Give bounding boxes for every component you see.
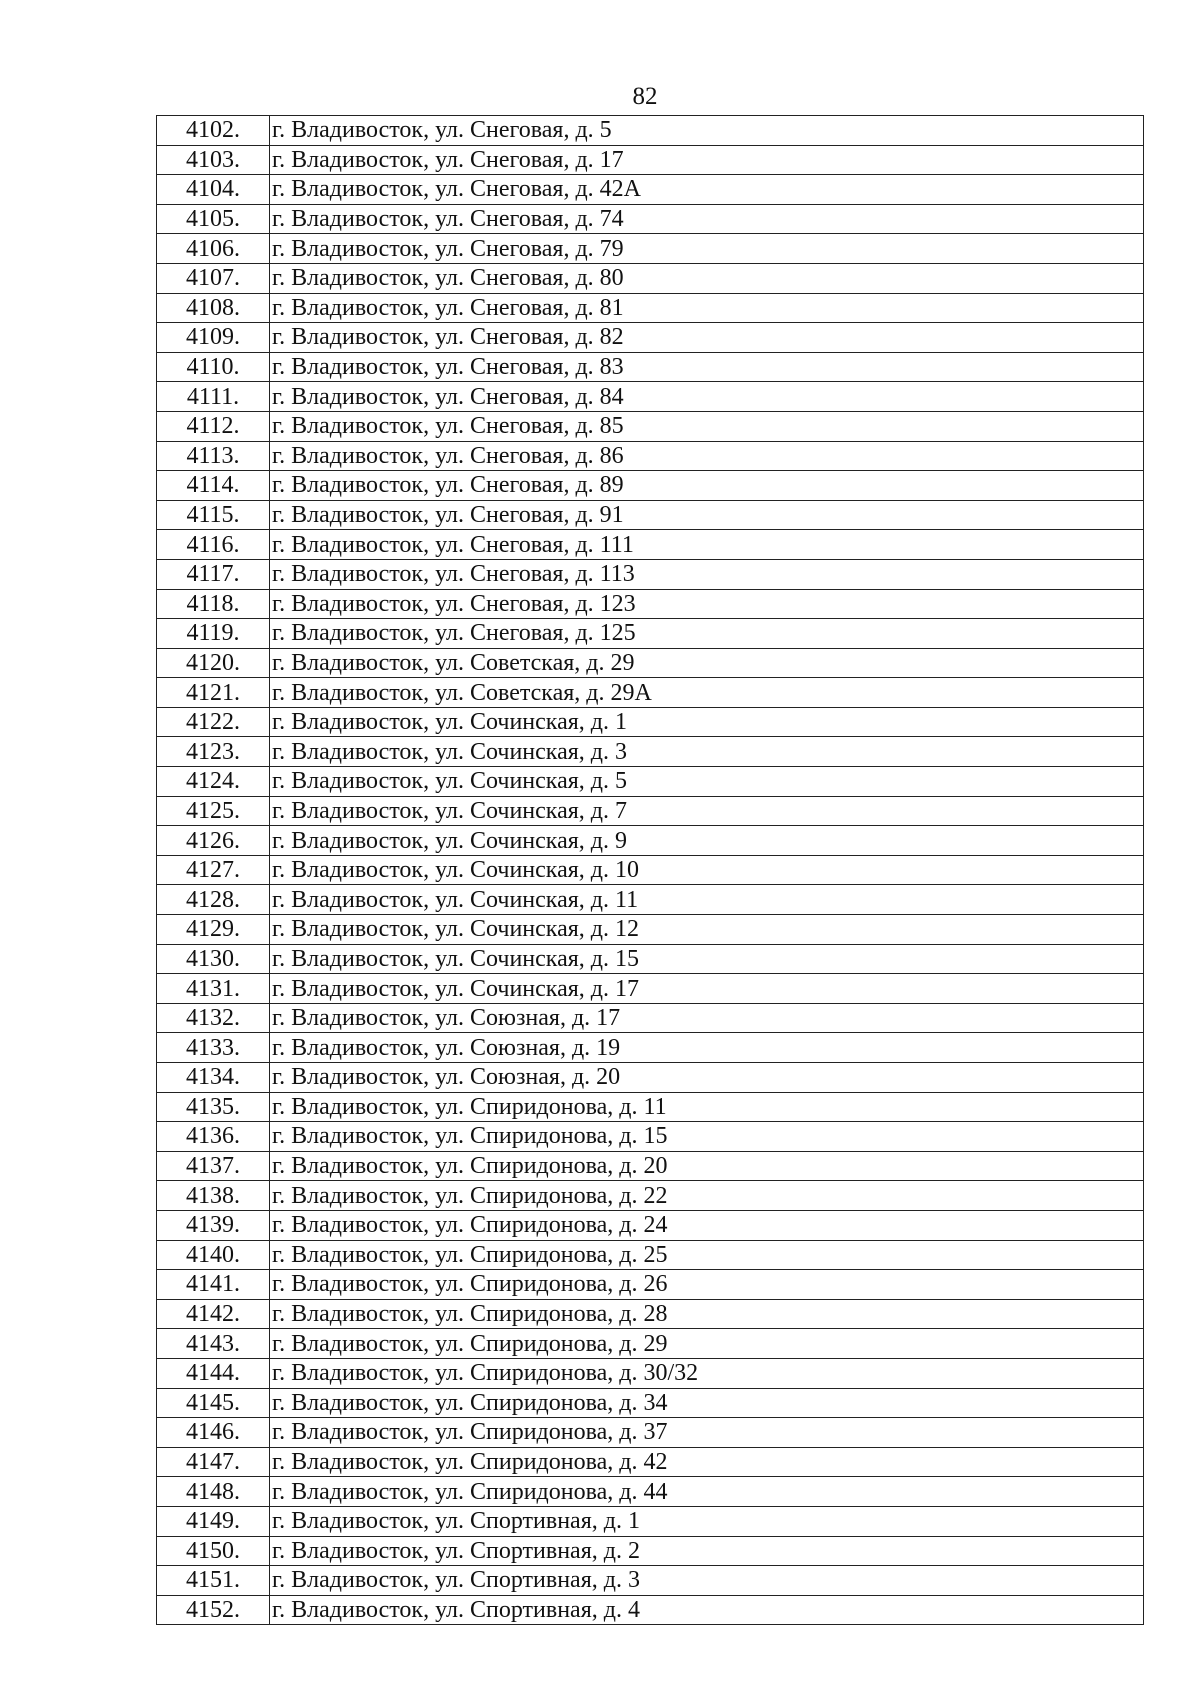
table-row	[157, 441, 1144, 471]
row-address: г. Владивосток, ул. Снеговая, д. 80	[270, 263, 1144, 293]
row-number: 4106.	[157, 234, 270, 264]
table-row	[157, 1210, 1144, 1240]
row-number: 4146.	[157, 1418, 270, 1448]
row-number: 4118.	[157, 589, 270, 619]
table-row	[157, 1595, 1144, 1625]
row-number: 4138.	[157, 1181, 270, 1211]
table-row	[157, 530, 1144, 560]
row-address: г. Владивосток, ул. Спиридонова, д. 30/32	[270, 1358, 1144, 1388]
table-row	[157, 1418, 1144, 1448]
row-number: 4103.	[157, 145, 270, 175]
row-number: 4150.	[157, 1536, 270, 1566]
row-address: г. Владивосток, ул. Спиридонова, д. 15	[270, 1122, 1144, 1152]
table-row	[157, 352, 1144, 382]
table-row	[157, 323, 1144, 353]
table-row	[157, 648, 1144, 678]
table-row	[157, 1270, 1144, 1300]
table-row	[157, 1181, 1144, 1211]
row-address: г. Владивосток, ул. Снеговая, д. 42А	[270, 175, 1144, 205]
table-row	[157, 1003, 1144, 1033]
row-address: г. Владивосток, ул. Спиридонова, д. 11	[270, 1092, 1144, 1122]
row-number: 4143.	[157, 1329, 270, 1359]
row-address: г. Владивосток, ул. Спиридонова, д. 29	[270, 1329, 1144, 1359]
table-row	[157, 471, 1144, 501]
row-number: 4148.	[157, 1477, 270, 1507]
row-number: 4134.	[157, 1063, 270, 1093]
row-address: г. Владивосток, ул. Снеговая, д. 83	[270, 352, 1144, 382]
row-address: г. Владивосток, ул. Снеговая, д. 89	[270, 471, 1144, 501]
row-address: г. Владивосток, ул. Снеговая, д. 86	[270, 441, 1144, 471]
row-number: 4102.	[157, 116, 270, 146]
row-address: г. Владивосток, ул. Спиридонова, д. 37	[270, 1418, 1144, 1448]
row-number: 4105.	[157, 204, 270, 234]
row-number: 4122.	[157, 707, 270, 737]
table-row	[157, 944, 1144, 974]
table-row	[157, 678, 1144, 708]
row-number: 4121.	[157, 678, 270, 708]
row-number: 4130.	[157, 944, 270, 974]
row-address: г. Владивосток, ул. Сочинская, д. 17	[270, 974, 1144, 1004]
table-row	[157, 175, 1144, 205]
table-row	[157, 1033, 1144, 1063]
row-number: 4117.	[157, 559, 270, 589]
row-number: 4115.	[157, 500, 270, 530]
table-row	[157, 116, 1144, 146]
table-row	[157, 500, 1144, 530]
row-address: г. Владивосток, ул. Спиридонова, д. 22	[270, 1181, 1144, 1211]
table-row	[157, 145, 1144, 175]
table-row	[157, 1329, 1144, 1359]
table-row	[157, 234, 1144, 264]
table-row	[157, 1358, 1144, 1388]
table-row	[157, 411, 1144, 441]
address-table	[156, 115, 1144, 1625]
table-row	[157, 1240, 1144, 1270]
row-number: 4151.	[157, 1566, 270, 1596]
row-address: г. Владивосток, ул. Сочинская, д. 5	[270, 767, 1144, 797]
row-number: 4136.	[157, 1122, 270, 1152]
row-number: 4112.	[157, 411, 270, 441]
row-address: г. Владивосток, ул. Союзная, д. 17	[270, 1003, 1144, 1033]
row-address: г. Владивосток, ул. Сочинская, д. 12	[270, 915, 1144, 945]
row-number: 4139.	[157, 1210, 270, 1240]
row-address: г. Владивосток, ул. Спиридонова, д. 34	[270, 1388, 1144, 1418]
row-number: 4152.	[157, 1595, 270, 1625]
row-address: г. Владивосток, ул. Снеговая, д. 81	[270, 293, 1144, 323]
table-row	[157, 1063, 1144, 1093]
table-row	[157, 826, 1144, 856]
table-row	[157, 974, 1144, 1004]
row-address: г. Владивосток, ул. Советская, д. 29	[270, 648, 1144, 678]
table-row	[157, 915, 1144, 945]
row-number: 4140.	[157, 1240, 270, 1270]
table-row	[157, 293, 1144, 323]
row-number: 4120.	[157, 648, 270, 678]
row-number: 4107.	[157, 263, 270, 293]
row-address: г. Владивосток, ул. Сочинская, д. 3	[270, 737, 1144, 767]
row-number: 4114.	[157, 471, 270, 501]
row-address: г. Владивосток, ул. Сочинская, д. 10	[270, 855, 1144, 885]
row-address: г. Владивосток, ул. Сочинская, д. 15	[270, 944, 1144, 974]
row-address: г. Владивосток, ул. Снеговая, д. 91	[270, 500, 1144, 530]
row-address: г. Владивосток, ул. Спортивная, д. 3	[270, 1566, 1144, 1596]
row-number: 4116.	[157, 530, 270, 560]
row-address: г. Владивосток, ул. Спортивная, д. 2	[270, 1536, 1144, 1566]
row-address: г. Владивосток, ул. Снеговая, д. 5	[270, 116, 1144, 146]
row-number: 4126.	[157, 826, 270, 856]
row-address: г. Владивосток, ул. Снеговая, д. 123	[270, 589, 1144, 619]
row-number: 4113.	[157, 441, 270, 471]
table-row	[157, 1447, 1144, 1477]
table-row	[157, 589, 1144, 619]
row-address: г. Владивосток, ул. Спиридонова, д. 25	[270, 1240, 1144, 1270]
table-row	[157, 796, 1144, 826]
row-address: г. Владивосток, ул. Снеговая, д. 111	[270, 530, 1144, 560]
table-row	[157, 204, 1144, 234]
table-row	[157, 707, 1144, 737]
row-number: 4128.	[157, 885, 270, 915]
row-address: г. Владивосток, ул. Снеговая, д. 17	[270, 145, 1144, 175]
row-number: 4142.	[157, 1299, 270, 1329]
table-row	[157, 885, 1144, 915]
row-number: 4125.	[157, 796, 270, 826]
row-number: 4123.	[157, 737, 270, 767]
row-address: г. Владивосток, ул. Снеговая, д. 74	[270, 204, 1144, 234]
row-number: 4132.	[157, 1003, 270, 1033]
row-number: 4110.	[157, 352, 270, 382]
row-number: 4133.	[157, 1033, 270, 1063]
row-address: г. Владивосток, ул. Снеговая, д. 113	[270, 559, 1144, 589]
row-address: г. Владивосток, ул. Спиридонова, д. 28	[270, 1299, 1144, 1329]
row-number: 4135.	[157, 1092, 270, 1122]
row-address: г. Владивосток, ул. Спиридонова, д. 42	[270, 1447, 1144, 1477]
table-row	[157, 1122, 1144, 1152]
table-row	[157, 1477, 1144, 1507]
row-address: г. Владивосток, ул. Союзная, д. 20	[270, 1063, 1144, 1093]
row-address: г. Владивосток, ул. Советская, д. 29А	[270, 678, 1144, 708]
row-number: 4145.	[157, 1388, 270, 1418]
row-number: 4104.	[157, 175, 270, 205]
row-address: г. Владивосток, ул. Снеговая, д. 79	[270, 234, 1144, 264]
row-address: г. Владивосток, ул. Спиридонова, д. 26	[270, 1270, 1144, 1300]
row-number: 4129.	[157, 915, 270, 945]
table-row	[157, 1299, 1144, 1329]
row-number: 4137.	[157, 1151, 270, 1181]
table-row	[157, 737, 1144, 767]
row-address: г. Владивосток, ул. Сочинская, д. 7	[270, 796, 1144, 826]
table-row	[157, 1536, 1144, 1566]
row-address: г. Владивосток, ул. Союзная, д. 19	[270, 1033, 1144, 1063]
row-number: 4141.	[157, 1270, 270, 1300]
table-row	[157, 1506, 1144, 1536]
row-number: 4144.	[157, 1358, 270, 1388]
row-address: г. Владивосток, ул. Снеговая, д. 84	[270, 382, 1144, 412]
row-number: 4119.	[157, 619, 270, 649]
table-row	[157, 559, 1144, 589]
row-address: г. Владивосток, ул. Спиридонова, д. 44	[270, 1477, 1144, 1507]
row-address: г. Владивосток, ул. Сочинская, д. 1	[270, 707, 1144, 737]
table-row	[157, 855, 1144, 885]
row-number: 4108.	[157, 293, 270, 323]
row-address: г. Владивосток, ул. Сочинская, д. 11	[270, 885, 1144, 915]
row-address: г. Владивосток, ул. Сочинская, д. 9	[270, 826, 1144, 856]
table-row	[157, 619, 1144, 649]
table-row	[157, 382, 1144, 412]
row-address: г. Владивосток, ул. Снеговая, д. 85	[270, 411, 1144, 441]
table-row	[157, 1151, 1144, 1181]
row-number: 4109.	[157, 323, 270, 353]
row-address: г. Владивосток, ул. Спортивная, д. 4	[270, 1595, 1144, 1625]
table-row	[157, 1566, 1144, 1596]
table-row	[157, 263, 1144, 293]
row-number: 4111.	[157, 382, 270, 412]
table-row	[157, 767, 1144, 797]
row-number: 4124.	[157, 767, 270, 797]
row-address: г. Владивосток, ул. Снеговая, д. 82	[270, 323, 1144, 353]
row-number: 4127.	[157, 855, 270, 885]
row-address: г. Владивосток, ул. Спиридонова, д. 24	[270, 1210, 1144, 1240]
row-number: 4147.	[157, 1447, 270, 1477]
page-number: 82	[632, 83, 658, 110]
row-number: 4131.	[157, 974, 270, 1004]
table-row	[157, 1092, 1144, 1122]
row-address: г. Владивосток, ул. Спиридонова, д. 20	[270, 1151, 1144, 1181]
row-address: г. Владивосток, ул. Снеговая, д. 125	[270, 619, 1144, 649]
address-table-body	[157, 116, 1144, 1625]
table-row	[157, 1388, 1144, 1418]
row-number: 4149.	[157, 1506, 270, 1536]
row-address: г. Владивосток, ул. Спортивная, д. 1	[270, 1506, 1144, 1536]
